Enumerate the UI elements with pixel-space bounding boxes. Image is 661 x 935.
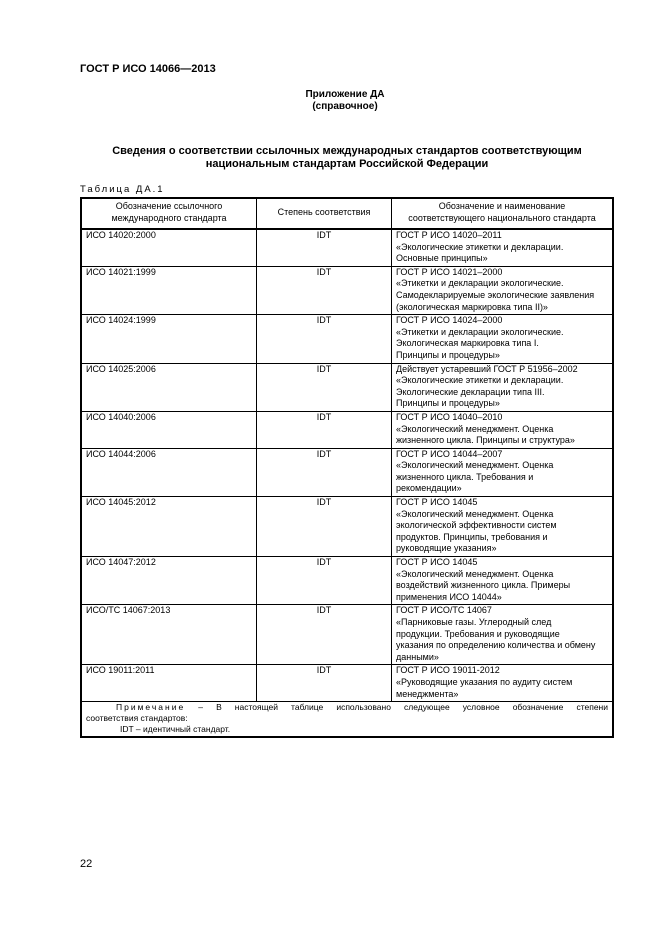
section-title-line-2: национальным стандартам Российской Федерации xyxy=(205,158,489,170)
cell-degree: IDT xyxy=(257,363,392,411)
cell-line: продукции. Требования и руководящие xyxy=(396,628,560,639)
cell-national xyxy=(392,665,614,702)
cell-line: «Этикетки и декларации экологические. xyxy=(396,278,564,289)
cell-line: Экологические декларации типа III. xyxy=(396,386,545,397)
cell-national xyxy=(392,266,614,314)
cell-international: ИСО 14045:2012 xyxy=(81,497,257,557)
cell-degree: IDT xyxy=(257,315,392,363)
cell-line: ГОСТ Р ИСО 14044–2007 xyxy=(396,448,503,459)
cell-national xyxy=(392,557,614,605)
header-line: Степень соответствия xyxy=(277,207,371,218)
table-caption: Таблица ДА.1 xyxy=(80,184,165,195)
table-row xyxy=(81,315,613,363)
cell-line: ГОСТ Р ИСО 14045 xyxy=(396,557,478,568)
cell-national xyxy=(392,448,614,496)
header-degree xyxy=(257,198,392,229)
section-title-line-1: Сведения о соответствии ссылочных международных стандартов соответствующим xyxy=(112,145,582,157)
table-row xyxy=(81,229,613,266)
cell-national xyxy=(392,497,614,557)
cell-degree: IDT xyxy=(257,448,392,496)
cell-international: ИСО 19011:2011 xyxy=(81,665,257,702)
cell-line: руководящие указания» xyxy=(396,543,497,554)
cell-line: жизненного цикла. Принципы и структура» xyxy=(396,435,575,446)
cell-line: (экологическая маркировка типа II)» xyxy=(396,301,548,312)
header-line: соответствующего национального стандарта xyxy=(408,213,596,223)
cell-national xyxy=(392,411,614,448)
table-note xyxy=(81,702,613,738)
cell-line: Основные принципы» xyxy=(396,253,488,264)
header-national-standard xyxy=(392,198,614,229)
cell-line: Принципы и процедуры» xyxy=(396,349,500,360)
header-line: Обозначение и наименование xyxy=(438,201,566,212)
cell-line: «Экологические этикетки и декларации. xyxy=(396,241,564,252)
cell-international: ИСО 14024:1999 xyxy=(81,315,257,363)
cell-line: жизненного цикла. Требования и xyxy=(396,471,534,482)
table-header-row xyxy=(81,198,613,229)
cell-degree: IDT xyxy=(257,266,392,314)
cell-line: Экологическая маркировка типа I. xyxy=(396,338,539,349)
cell-line: ГОСТ Р ИСО 14024–2000 xyxy=(396,315,503,326)
table-row xyxy=(81,605,613,665)
cell-line: Принципы и процедуры» xyxy=(396,398,500,409)
cell-international: ИСО 14044:2006 xyxy=(81,448,257,496)
cell-degree: IDT xyxy=(257,411,392,448)
note-text: – В настоящей таблице использовано следующее условное обозначение степени xyxy=(198,702,608,713)
annex-type: (справочное) xyxy=(312,101,378,112)
cell-line: ГОСТ Р ИСО 14021–2000 xyxy=(396,266,503,277)
cell-degree: IDT xyxy=(257,497,392,557)
note-label: Примечание xyxy=(116,702,186,713)
cell-line: «Руководящие указания по аудиту систем xyxy=(396,676,573,687)
annex-title: Приложение ДА xyxy=(305,89,385,100)
cell-line: ГОСТ Р ИСО 14020–2011 xyxy=(396,230,502,240)
header-international-standard xyxy=(81,198,257,229)
table-row xyxy=(81,411,613,448)
note-line-3: IDT – идентичный стандарт. xyxy=(120,724,231,735)
table-row xyxy=(81,266,613,314)
cell-international: ИСО 14040:2006 xyxy=(81,411,257,448)
cell-line: Действует устаревший ГОСТ Р 51956–2002 xyxy=(396,363,578,374)
section-title xyxy=(80,145,614,171)
cell-national xyxy=(392,605,614,665)
cell-national xyxy=(392,363,614,411)
cell-line: ГОСТ Р ИСО 19011-2012 xyxy=(396,665,500,676)
cell-international: ИСО 14021:1999 xyxy=(81,266,257,314)
cell-degree: IDT xyxy=(257,229,392,266)
table-note-row xyxy=(81,702,613,738)
cell-degree: IDT xyxy=(257,605,392,665)
correspondence-table xyxy=(80,197,614,738)
cell-line: «Парниковые газы. Углеродный след xyxy=(396,617,552,627)
table-row xyxy=(81,665,613,702)
header-line: международного стандарта xyxy=(111,213,227,223)
note-line-1 xyxy=(86,702,608,713)
cell-line: «Экологические этикетки и декларации. xyxy=(396,375,564,386)
table-row xyxy=(81,557,613,605)
cell-line: менеджмента» xyxy=(396,688,459,699)
cell-line: указания по определению количества и обмену xyxy=(396,640,596,651)
page-number: 22 xyxy=(80,858,93,870)
cell-national xyxy=(392,315,614,363)
cell-international: ИСО/ТС 14067:2013 xyxy=(81,605,257,665)
cell-international: ИСО 14025:2006 xyxy=(81,363,257,411)
table-row xyxy=(81,448,613,496)
table-row xyxy=(81,497,613,557)
table-body xyxy=(81,229,613,737)
cell-line: «Этикетки и декларации экологические. xyxy=(396,326,564,337)
cell-degree: IDT xyxy=(257,665,392,702)
cell-line: «Экологический менеджмент. Оценка xyxy=(396,568,554,579)
note-line-2: соответствия стандартов: xyxy=(86,713,188,724)
cell-international: ИСО 14020:2000 xyxy=(81,229,257,266)
cell-degree: IDT xyxy=(257,557,392,605)
cell-line: ГОСТ Р ИСО/ТС 14067 xyxy=(396,605,492,616)
cell-national xyxy=(392,229,614,266)
cell-line: Самодекларируемые экологические заявления xyxy=(396,289,595,300)
cell-line: продуктов. Принципы, требования и xyxy=(396,531,548,542)
cell-line: «Экологический менеджмент. Оценка xyxy=(396,423,554,434)
cell-line: ГОСТ Р ИСО 14040–2010 xyxy=(396,411,503,422)
cell-line: ГОСТ Р ИСО 14045 xyxy=(396,497,478,508)
cell-line: применения ИСО 14044» xyxy=(396,591,502,602)
cell-line: рекомендации» xyxy=(396,483,462,494)
header-line: Обозначение ссылочного xyxy=(115,201,223,212)
document-code: ГОСТ Р ИСО 14066—2013 xyxy=(80,63,216,75)
cell-international: ИСО 14047:2012 xyxy=(81,557,257,605)
cell-line: данными» xyxy=(396,651,439,662)
cell-line: воздействий жизненного цикла. Примеры xyxy=(396,580,571,591)
table-row xyxy=(81,363,613,411)
cell-line: «Экологический менеджмент. Оценка xyxy=(396,460,554,471)
cell-line: «Экологический менеджмент. Оценка xyxy=(396,508,554,519)
cell-line: экологической эффективности систем xyxy=(396,520,557,531)
